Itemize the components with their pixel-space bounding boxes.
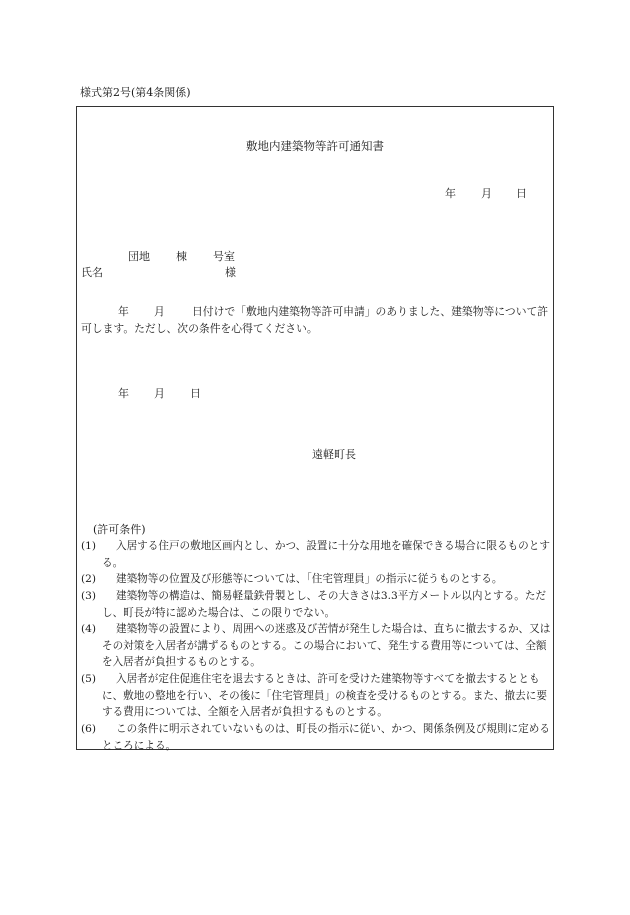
recipient-sama: 様 (225, 266, 236, 279)
conditions-heading: (許可条件) (93, 523, 146, 536)
header-date-day: 日 (516, 187, 527, 200)
recipient-goushitsu: 号室 (213, 250, 235, 263)
condition-item (81, 671, 553, 721)
issue-date-day: 日 (190, 387, 201, 400)
condition-text: 建築物等の設置により、周囲への迷惑及び苦情が発生した場合は、直ちに撤去するか、又はその対策を入居者が講ずるものとする。この場合において、発生する費用等については、全額を入居者が負担するものとする。 (102, 623, 551, 668)
condition-item (81, 621, 553, 671)
condition-item (81, 571, 553, 588)
recipient-tou: 棟 (176, 250, 187, 263)
document-title: 敷地内建築物等許可通知書 (246, 139, 384, 153)
condition-item (81, 588, 553, 621)
condition-number: (2) (81, 573, 97, 585)
condition-number: (5) (81, 673, 97, 685)
condition-number: (3) (81, 590, 97, 602)
condition-text: 建築物等の位置及び形態等については、「住宅管理員」の指示に従うものとする。 (116, 573, 503, 585)
condition-text: 入居する住戸の敷地区画内とし、かつ、設置に十分な用地を確保できる場合に限るものとする。 (102, 540, 550, 569)
intro-paragraph: 日付けで「敷地内建築物等許可申請」のありました、建築物等について許可します。ただし、次の条件を心得てください。 (81, 305, 549, 335)
intro-month: 月 (154, 305, 165, 318)
recipient-danchi: 団地 (128, 250, 150, 263)
condition-number: (4) (81, 623, 97, 635)
issue-date-month: 月 (154, 387, 165, 400)
form-number-label: 様式第2号(第4条関係) (80, 86, 191, 99)
header-date-month: 月 (481, 187, 492, 200)
issue-date-year: 年 (118, 387, 129, 400)
condition-text: 入居者が定住促進住宅を退去するときは、許可を受けた建築物等すべてを撤去するとともに、敷地の整地を行い、その後に「住宅管理員」の検査を受けるものとする。また、撤去に要する費用については、全額を入居者が負担するものとする。 (102, 673, 547, 718)
condition-text: この条件に明示されていないものは、町長の指示に従い、かつ、関係条例及び規則に定めるところによる。 (102, 723, 550, 752)
recipient-name-label: 氏名 (81, 266, 103, 279)
intro-year: 年 (118, 305, 129, 318)
condition-item (81, 721, 553, 754)
issuer-mayor: 遠軽町長 (312, 448, 356, 461)
header-date-year: 年 (445, 187, 456, 200)
condition-number: (1) (81, 540, 97, 552)
condition-number: (6) (81, 723, 97, 735)
condition-item (81, 538, 553, 571)
condition-text: 建築物等の構造は、簡易軽量鉄骨製とし、その大きさは3.3平方メートル以内とする。ただし、町長が特に認めた場合は、この限りでない。 (102, 590, 547, 619)
